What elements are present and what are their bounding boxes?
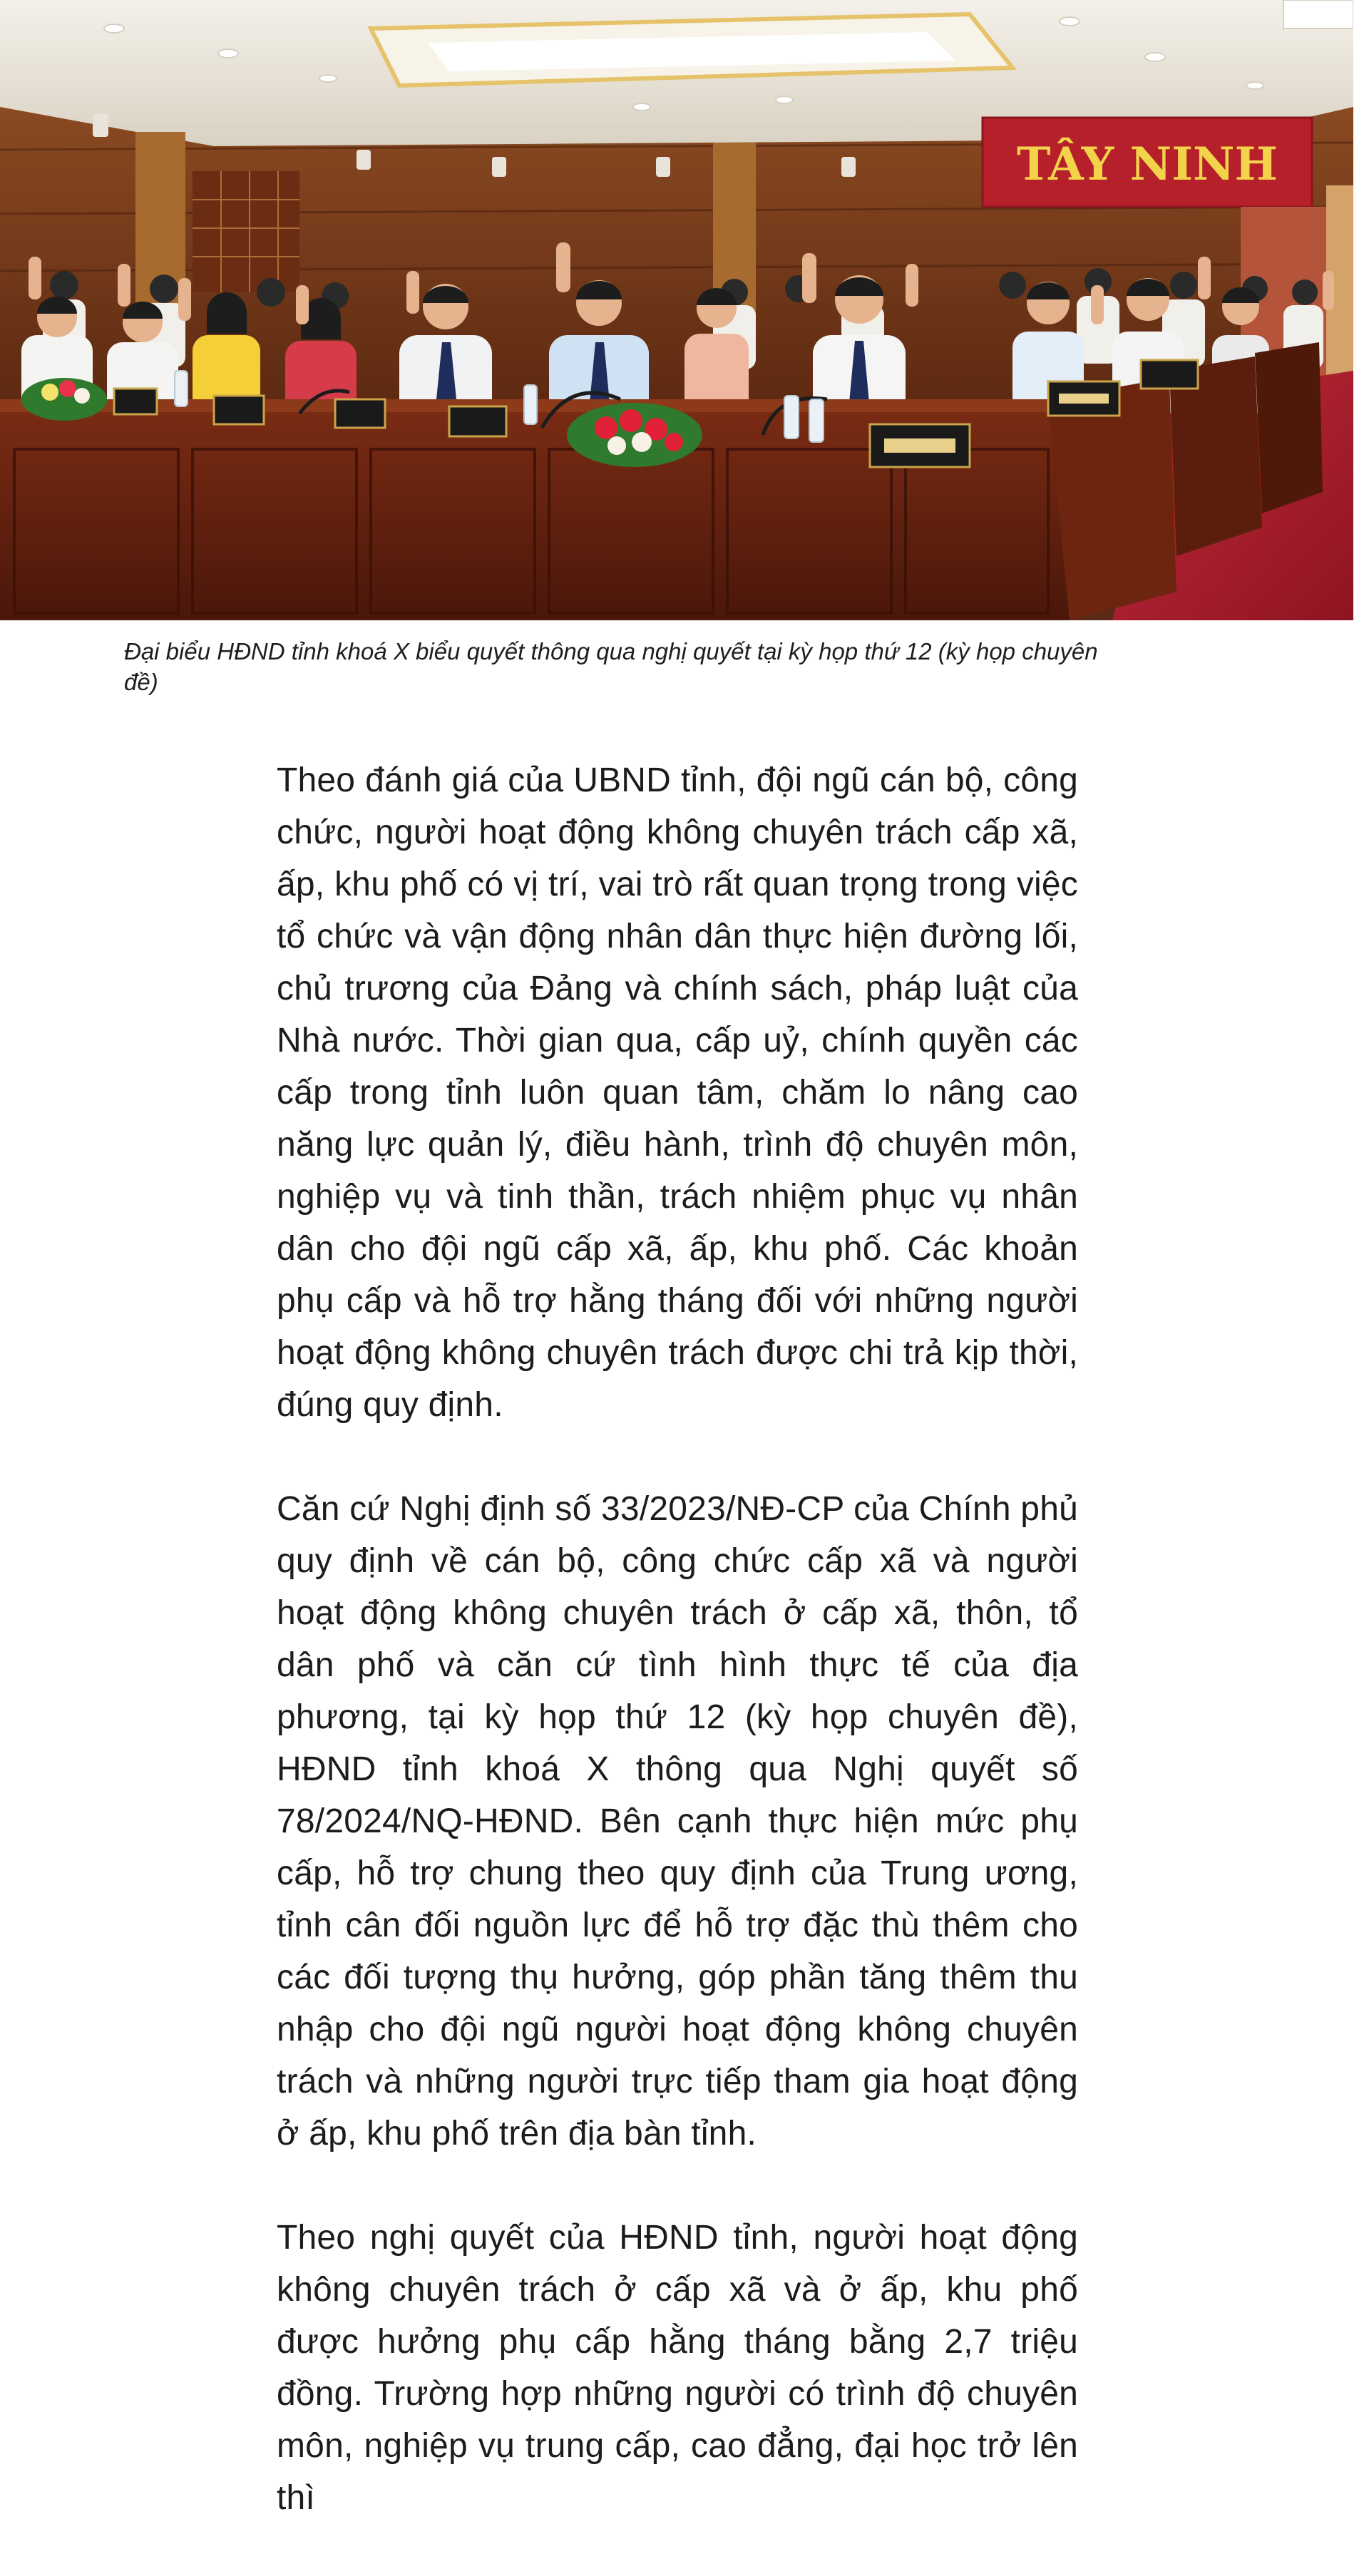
assembly-hall-illustration <box>0 0 1353 620</box>
article-body <box>277 754 1078 2576</box>
article-paragraph: Theo đánh giá của UBND tỉnh, đội ngũ cán bộ, công chức, người hoạt động không chuyên trách cấp xã, ấp, khu phố có vị trí, vai trò rất quan trọng trong việc tổ chức và vận động nhân dân thực hiện đường lối, chủ trương của Đảng và chính sách, pháp luật của Nhà nước. Thời gian qua, cấp uỷ, chính quyền các cấp trong tỉnh luôn quan tâm, chăm lo nâng cao năng lực quản lý, điều hành, trình độ chuyên môn, nghiệp vụ và tinh thần, trách nhiệm phục vụ nhân dân cho đội ngũ cấp xã, ấp, khu phố. Các khoản phụ cấp và hỗ trợ hằng tháng đối với những người hoạt động không chuyên trách được chi trả kịp thời, đúng quy định. <box>277 761 1078 1424</box>
article-paragraph: Theo nghị quyết của HĐND tỉnh, người hoạt động không chuyên trách ở cấp xã và ở ấp, khu phố được hưởng phụ cấp hằng tháng bằng 2,7 triệu đồng. Trường hợp những người có trình độ chuyên môn, nghiệp vụ trung cấp, cao đẳng, đại học trở lên thì <box>277 2219 1078 2517</box>
photo-caption: Đại biểu HĐND tỉnh khoá X biểu quyết thông qua nghị quyết tại kỳ họp thứ 12 (kỳ họp chuyên đề) <box>124 638 1098 695</box>
article-paragraph: Căn cứ Nghị định số 33/2023/NĐ-CP của Chính phủ quy định về cán bộ, công chức cấp xã và người hoạt động không chuyên trách ở cấp xã, thôn, tổ dân phố và căn cứ tình hình thực tế của địa phương, tại kỳ họp thứ 12 (kỳ họp chuyên đề), HĐND tỉnh khoá X thông qua Nghị quyết số 78/2024/NQ-HĐND. Bên cạnh thực hiện mức phụ cấp, hỗ trợ chung theo quy định của Trung ương, tỉnh cân đối nguồn lực để hỗ trợ đặc thù thêm cho các đối tượng thụ hưởng, góp phần tăng thêm thu nhập cho đội ngũ người hoạt động không chuyên trách và những người trực tiếp tham gia hoạt động ở ấp, khu phố trên địa bàn tỉnh. <box>277 1490 1078 2152</box>
banner-text: TÂY NINH <box>1017 138 1278 191</box>
article-photo <box>0 0 1353 620</box>
